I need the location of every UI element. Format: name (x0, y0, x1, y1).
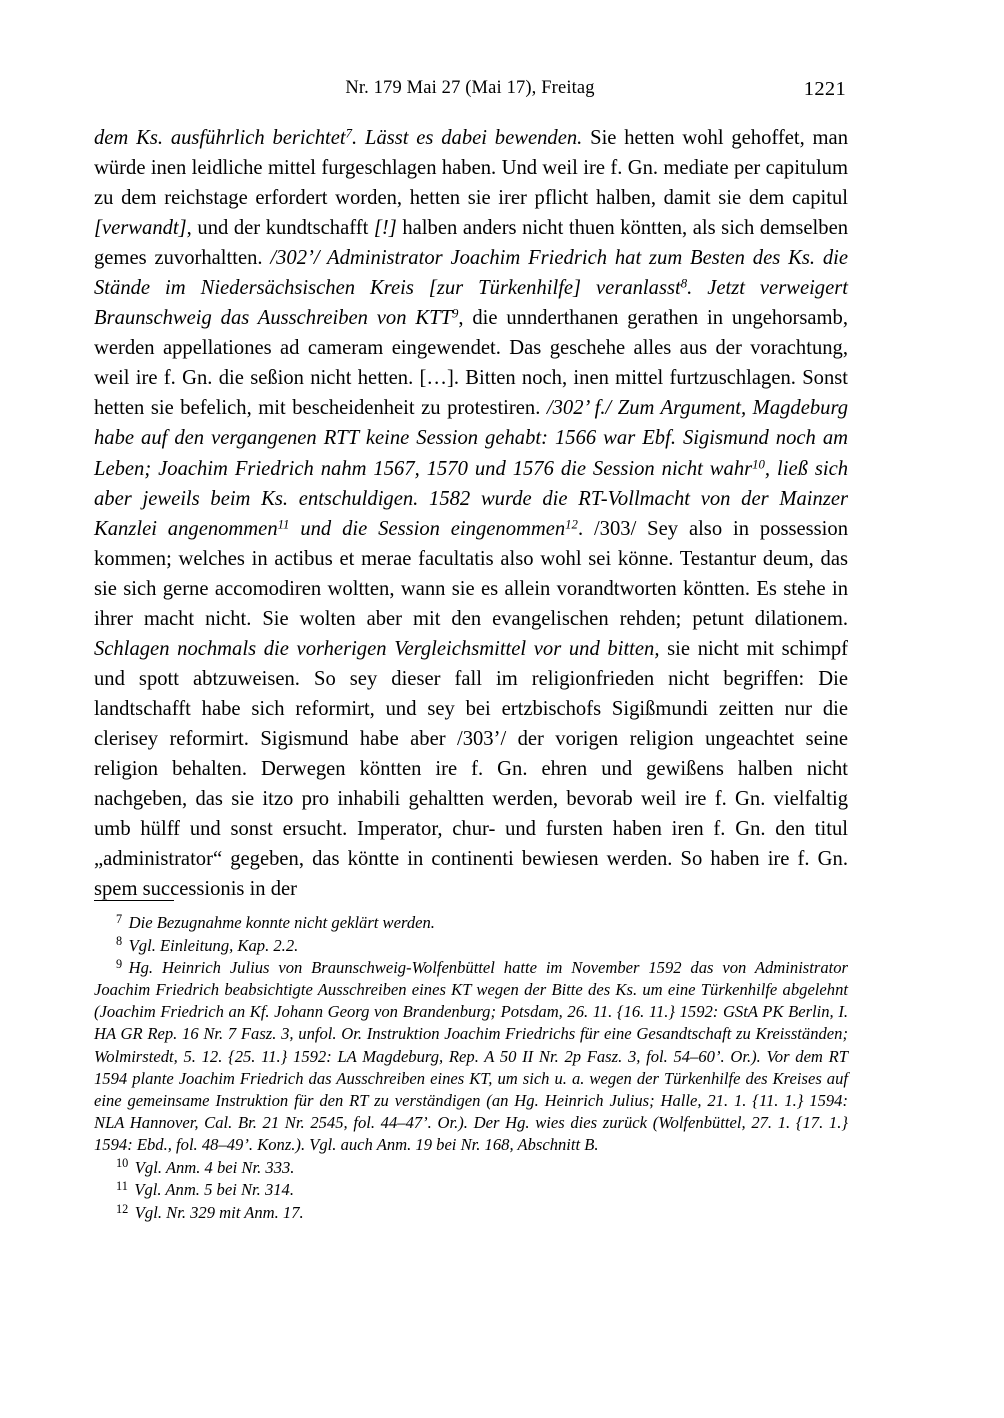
body-run-7: halben anders nicht thuen köntten, als sich demselben gemes zuvorhaltten. (94, 217, 849, 270)
body-run-2: . Lässt es dabei bewenden. (352, 127, 583, 149)
footnote-11 (94, 1179, 848, 1201)
body-run-19: . /303/ Sey also in possession kommen; welches in actibus et merae facultatis also wohl sei könne. Testantur deum, das sie sich gerne accomodiren woltten, wann sie es allein vorandtworten köntten. Es stehe in ihrer macht nicht. Sie wolten aber mit den evangelischen rehden; petunt dilationem. (94, 517, 848, 630)
running-head-title: Nr. 179 Mai 27 (Mai 17), Freitag (345, 78, 595, 98)
footnote-text-12: Vgl. Nr. 329 mit Anm. 17. (134, 1202, 304, 1222)
body-run-0: dem Ks. ausführlich berichtet (94, 127, 346, 149)
footnote-text-9: Hg. Heinrich Julius von Braunschweig-Wolfenbüttel hatte im November 1592 das von Administrator Joachim Friedrich beabsichtigte Ausschreiben eines KT wegen der Bitte des Ks. um eine Türkenhilfe abgelehnt (Joachim Friedrich an Kf. Johann Georg von Brandenburg; Potsdam, 26. 11. {16. 11.} 1592: GStA PK Berlin, I. HA GR Rep. 16 Nr. 7 Fasz. 3, unfol. Or. Instruktion Joachim Friedrichs für eine Gesandtschaft zu Kreisständen; Wolmirstedt, 5. 12. {25. 11.} 1592: LA Magdeburg, Rep. A 50 II Nr. 2p Fasz. 3, fol. 54–60’. Or.). Vor dem RT 1594 plante Joachim Friedrich das Ausschreiben eines KT, um sich u. a. wegen der Türkenhilfe des Kreises auf eine gemeinsame Instruktion für den RT zu verständigen (an Hg. Heinrich Julius; Halle, 21. 1. {11. 1.} 1594: NLA Hannover, Cal. Br. 21 Nr. 2545, fol. 44–47’. Or.). Der Hg. wies dies zurück (Wolfenbüttel, 27. 1. {17. 1.} 1594: Ebd., fol. 48–49’. Konz.). Vgl. auch Anm. 19 bei Nr. 168, Abschnitt B. (94, 958, 848, 1154)
body-run-4: [verwandt] (94, 217, 187, 240)
running-head (94, 78, 846, 102)
body-run-20: Schlagen nochmals die vorherigen Vergleichsmittel vor und bitten, (94, 637, 660, 660)
footnote-7 (94, 912, 848, 934)
footnote-reference-9[interactable]: 9 (452, 306, 459, 321)
footnote-text-11: Vgl. Anm. 5 bei Nr. 314. (134, 1180, 294, 1200)
body-run-5: , und der kundtschafft (186, 217, 374, 240)
footnote-list (94, 912, 848, 1224)
footnote-number-7[interactable]: 7 (116, 911, 123, 926)
footnote-reference-10[interactable]: 10 (752, 457, 765, 472)
body-run-13: /302’ f./ Zum Argument, Magdeburg habe auf den vergangenen RTT keine Session gehabt: 1566 war Ebf. Sigismund noch am Leben; Joachim Friedrich nahm 1567, 1570 und 1576 die Session nicht wahr (94, 397, 848, 480)
body-run-8: /302’/ Administrator Joachim Friedrich hat zum Besten des Ks. die Stände im Niedersächsischen Kreis [zur Türkenhilfe] veranlasst (94, 247, 848, 300)
page-number: 1221 (803, 78, 846, 100)
body-text-block (94, 123, 848, 904)
footnote-reference-8[interactable]: 8 (680, 276, 688, 291)
footnote-12 (94, 1202, 848, 1224)
footnote-text-7: Die Bezugnahme konnte nicht geklärt werden. (128, 913, 435, 932)
footnote-reference-7[interactable]: 7 (345, 126, 353, 141)
body-run-10: . Jetzt verweigert Braunschweig das Ausschreiben von KTT (94, 277, 848, 330)
body-run-21: sie nicht mit schimpf und spott abtzuweisen. So sey dieser fall im religionfrieden nicht begriffen: Die landtschafft habe sich reformirt, und sey bei ertzbischofs Sigißmundi zeitten nur die clerisey reformirt. Sigismund habe aber /303’/ der vorigen religion ungeachtet seine religion behalten. Derwegen köntten ire f. Gn. ehren und gewißens halben nicht nachgeben, das sie itzo pro inhabili gehaltten werden, bevorab weil ire f. Gn. vielfaltig umb hülff und sonst ersucht. Imperator, chur- und fursten haben iren f. Gn. den titul „administrator“ gegeben, das köntte in continenti bewiesen werden. So haben ire f. Gn. spem successionis in der (94, 637, 848, 901)
footnote-text-8: Vgl. Einleitung, Kap. 2.2. (128, 935, 299, 955)
footnote-number-9[interactable]: 9 (116, 957, 123, 972)
footnote-separator-rule (94, 900, 174, 901)
footnote-10 (94, 1157, 848, 1179)
footnote-reference-12[interactable]: 12 (565, 517, 578, 532)
footnote-number-8[interactable]: 8 (116, 934, 123, 949)
footnote-apparatus (94, 900, 848, 1224)
footnote-number-10[interactable]: 10 (116, 1156, 129, 1171)
body-run-3: Sie hetten wohl gehoffet, man würde inen leidliche mittel furgeschlagen haben. Und weil ire f. Gn. mediate per capitulum zu dem reichstage erfordert worden, hetten sie irer pflicht halben, damit sie dem capitul (94, 127, 848, 210)
footnote-8 (94, 935, 848, 957)
footnote-number-12[interactable]: 12 (116, 1201, 129, 1216)
body-run-15: , ließ sich aber jeweils beim Ks. entschuldigen. 1582 wurde die RT-Vollmacht von der Mainzer Kanzlei angenommen (94, 457, 849, 540)
footnote-reference-11[interactable]: 11 (277, 517, 290, 532)
body-run-6: [!] (373, 217, 397, 240)
body-run-17: und die Session eingenommen (289, 517, 566, 540)
body-paragraph (94, 123, 848, 904)
footnote-number-11[interactable]: 11 (116, 1178, 128, 1193)
footnote-9 (94, 957, 848, 1156)
footnote-text-10: Vgl. Anm. 4 bei Nr. 333. (134, 1157, 295, 1177)
body-run-12: , die unnderthanen gerathen in ungehorsamb, werden appellationes ad cameram eingewendet. Das geschehe alles aus der vorachtung, weil ire f. Gn. die seßion nicht hetten. […]. Bitten noch, inen mittel furtzuschlagen. Sonst hetten sie befelich, mit bescheidenheit zu protestiren. (94, 307, 848, 420)
